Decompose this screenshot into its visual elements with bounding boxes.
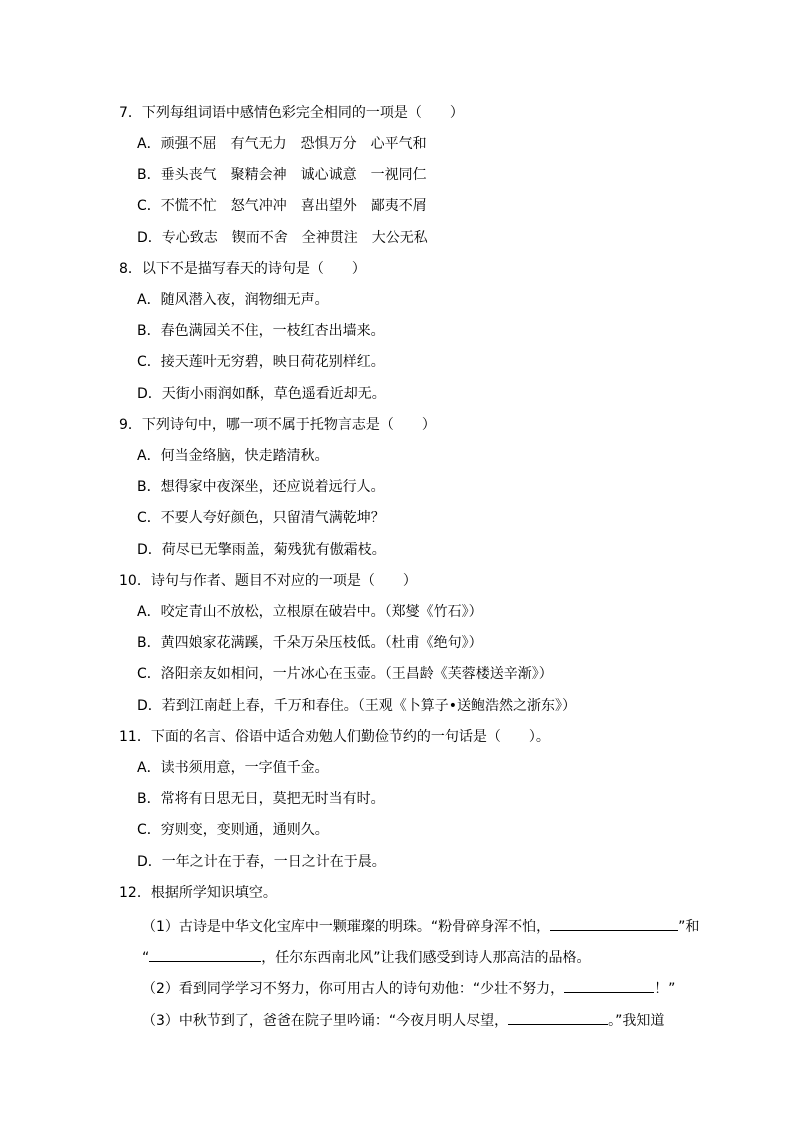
- q9-stem: 9．下列诗句中，哪一项不属于托物言志是（ ）: [119, 417, 436, 433]
- word: 怒气冲冲: [230, 198, 287, 214]
- word: 鄙夷不屑: [370, 198, 427, 214]
- answer-blank[interactable]: [149, 945, 261, 962]
- word: 全神贯注: [301, 230, 358, 246]
- text: （2）看到同学学习不努力，你可用古人的诗句劝他：“少壮不努力，: [142, 981, 565, 997]
- q8-stem: 8．以下不是描写春天的诗句是（ ）: [119, 261, 366, 277]
- word: 有气无力: [230, 136, 287, 152]
- option-label: D．: [137, 230, 162, 246]
- word: 喜出望外: [300, 198, 357, 214]
- q10-option-c: C．洛阳亲友如相问，一片冰心在玉壶。（王昌龄《芙蓉楼送辛渐》）: [137, 666, 553, 682]
- q10-option-b: B．黄四娘家花满蹊，千朵万朵压枝低。（杜甫《绝句》）: [137, 635, 483, 651]
- option-label: A．: [137, 136, 161, 152]
- q7-option-b: [137, 165, 427, 185]
- text: 。”我知道: [608, 1013, 665, 1029]
- word: 锲而不舍: [231, 230, 288, 246]
- q8-option-b: B．春色满园关不住，一枝红杏出墙来。: [137, 323, 385, 339]
- q11-option-b: B．常将有日思无日，莫把无时当有时。: [137, 791, 385, 807]
- q8-option-a: A．随风潜入夜，润物细无声。: [137, 292, 329, 308]
- q11-option-c: C．穷则变，变则通，通则久。: [137, 822, 329, 838]
- q7-option-d: [137, 228, 428, 248]
- q10-stem: 10．诗句与作者、题目不对应的一项是（ ）: [119, 573, 417, 589]
- text: （3）中秋节到了，爸爸在院子里吟诵：“今夜月明人尽望，: [142, 1013, 509, 1029]
- q12-part2: [142, 976, 675, 999]
- q11-option-d: D．一年之计在于春，一日之计在于晨。: [137, 854, 386, 870]
- option-label: B．: [137, 167, 161, 183]
- q12-part1-line2: [142, 945, 591, 968]
- word: 大公无私: [371, 230, 428, 246]
- text: ！”: [654, 981, 676, 997]
- word: 专心致志: [161, 230, 218, 246]
- text: ，任尔东西南北风”让我们感受到诗人那高洁的品格。: [261, 950, 591, 966]
- q10-option-d: D．若到江南赶上春，千万和春住。（王观《卜算子•送鲍浩然之浙东》）: [137, 698, 577, 714]
- word: 心平气和: [370, 136, 427, 152]
- q12-part3: [142, 1008, 664, 1031]
- q10-option-a: A．咬定青山不放松，立根原在破岩中。（郑燮《竹石》）: [137, 604, 483, 620]
- q7-stem: 7．下列每组词语中感情色彩完全相同的一项是（ ）: [119, 105, 464, 121]
- word: 诚心诚意: [300, 167, 357, 183]
- word: 聚精会神: [230, 167, 287, 183]
- q11-stem: 11．下面的名言、俗语中适合劝勉人们勤俭节约的一句话是（ ）。: [119, 729, 550, 745]
- answer-blank[interactable]: [508, 1008, 608, 1025]
- word: 不慌不忙: [160, 198, 217, 214]
- q7-option-a: [137, 134, 427, 154]
- q9-option-b: B．想得家中夜深坐，还应说着远行人。: [137, 479, 385, 495]
- q7-option-c: [137, 196, 427, 216]
- q11-option-a: A．读书须用意，一字值千金。: [137, 760, 329, 776]
- q8-option-c: C．接天莲叶无穷碧，映日荷花别样红。: [137, 354, 385, 370]
- option-label: C．: [137, 198, 161, 214]
- answer-blank[interactable]: [564, 976, 654, 993]
- word: 垂头丧气: [160, 167, 217, 183]
- text: ”和: [678, 919, 700, 935]
- q9-option-a: A．何当金络脑，快走踏清秋。: [137, 448, 329, 464]
- text: “: [142, 950, 150, 966]
- answer-blank[interactable]: [550, 914, 678, 931]
- word: 顽强不屈: [160, 136, 217, 152]
- q12-stem: 12．根据所学知识填空。: [119, 885, 277, 901]
- q9-option-d: D．荷尽已无擎雨盖，菊残犹有傲霜枝。: [137, 542, 386, 558]
- word: 一视同仁: [370, 167, 427, 183]
- q12-part1-line1: [142, 914, 699, 937]
- q8-option-d: D．天街小雨润如酥，草色遥看近却无。: [137, 386, 386, 402]
- q9-option-c: C．不要人夸好颜色，只留清气满乾坤？: [137, 510, 385, 526]
- word: 恐惧万分: [300, 136, 357, 152]
- text: （1）古诗是中华文化宝库中一颗璀璨的明珠。“粉骨碎身浑不怕，: [142, 919, 551, 935]
